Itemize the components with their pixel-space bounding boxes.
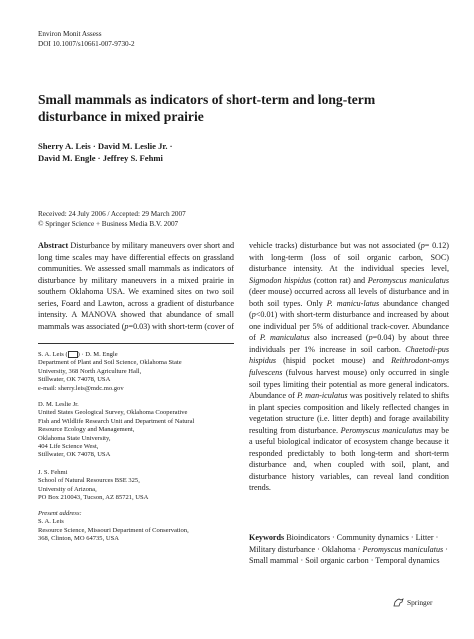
species-name: P. maniculatus: [259, 333, 310, 343]
authors-line-2: David M. Engle · Jeffrey S. Fehmi: [38, 153, 163, 164]
species-name: Peromyscus maniculatus: [367, 275, 449, 285]
email-link[interactable]: e-mail: sherry.leis@mdc.mo.gov: [38, 384, 124, 392]
publisher-mark: [393, 598, 432, 607]
doi: DOI 10.1007/s10661-007-9730-2: [38, 39, 135, 48]
abstract-text-b: =0.03) with short-term (cover of: [128, 321, 234, 331]
copyright: © Springer Science + Business Media B.V. 2007: [38, 219, 179, 228]
affiliation-leslie: D. M. Leslie Jr. United States Geological Survey, Oklahoma Cooperative Fish and Wildlife Research Unit and Department of Natural Resource Ecology and Management, Oklahoma State University, 404 Life Science West, Stillwater, OK 74078, USA: [38, 401, 195, 459]
journal-name: Environ Monit Assess: [38, 30, 102, 38]
envelope-icon[interactable]: [68, 351, 78, 358]
keywords: Keywords Bioindicators · Community dynamics · Litter · Military disturbance · Oklahoma · Peromyscus maniculatus · Small mammal · Soil organic carbon · Temporal dynamics: [249, 533, 448, 566]
present-address: Present address: S. A. Leis Resource Science, Missouri Department of Conservation, 368, Clinton, MO 64735, USA: [38, 510, 189, 543]
publication-dates: [38, 210, 186, 229]
title-line-2: disturbance in mixed prairie: [38, 108, 204, 124]
species-name: Reithrodont-omys fulvescens: [249, 356, 449, 378]
publisher-name: Springer: [407, 598, 433, 607]
title-line-1: Small mammals as indicators of short-term and long-term: [38, 92, 376, 107]
keywords-label: Keywords: [249, 533, 285, 542]
paper-title: [38, 92, 438, 125]
abstract-label: Abstract: [38, 241, 69, 250]
authors-line-1: Sherry A. Leis · David M. Leslie Jr. ·: [38, 141, 173, 151]
springer-horse-icon: [393, 598, 404, 607]
abstract-text-a: Disturbance by military maneuvers over short and long time scales may have differential effects on grassland communities. We assessed small mammals as indicators of disturbance by military maneuvers in a mixed prairie in southern Oklahoma USA. We examined sites on two soil series, Foard and Lawton, across a gradient of disturbance intensity. A MANOVA showed that abundance of small mammals was associated (: [38, 241, 235, 331]
received-accepted: Received: 24 July 2006 / Accepted: 29 March 2007: [38, 210, 186, 218]
species-name: Sigmodon hispidus: [249, 275, 312, 285]
species-name: Peromyscus maniculatus: [340, 425, 423, 435]
affiliation-leis-engle: S. A. Leis ( ) · D. M. Engle Department of Plant and Soil Science, Oklahoma State University, 368 North Agriculture Hall, Stillwater, OK 74078, USA e-mail: sherry.leis@mdc.mo.gov: [38, 351, 238, 393]
journal-header: [38, 30, 135, 49]
abstract-left-column: [38, 240, 234, 332]
abstract-right-column: vehicle tracks) disturbance but was not associated (p= 0.12) with long-term (loss of soil organic carbon, SOC) disturbance intensity. At the individual species level, Sigmodon hispidus (cotton rat) and Peromyscus maniculatus (deer mouse) occurred across all levels of disturbance and in both soil types. Only P. manicu-latus abundance changed (p<0.01) with short-term disturbance and increased by about one individual per 5% of additional track-cover. Abundance of P. maniculatus also increased (p=0.04) by about three individuals per 1% increase in soil carbon. Chaetodi-pus hispidus (hispid pocket mouse) and Reithrodont-omys fulvescens (fulvous harvest mouse) only occurred in single soil types limiting their potential as more general indicators. Abundance of P. man-iculatus was positively related to shifts in plant species composition and likely reflected changes in vegetation structure (i.e. litter depth) and forage availability resulting from disturbance. Peromyscus maniculatus may be a useful biological indicator of ecosystem change because it responded predictably to both long-term and short-term disturbance and, when coupled with soil, plant, and disturbance history variables, can reveal land condition trends.: [249, 241, 450, 493]
affiliation-fehmi: J. S. Fehmi School of Natural Resources BSE 325, University of Arizona, PO Box 210043, Tucson, AZ 85721, USA: [38, 469, 149, 502]
footnote-divider: [38, 343, 234, 344]
species-name: Chaetodi-pus hispidus: [249, 344, 449, 366]
p-symbol: p: [124, 321, 129, 331]
species-name: P. man-iculatus: [297, 391, 348, 401]
author-list: [38, 140, 438, 164]
species-name: P. manicu-latus: [326, 298, 380, 308]
